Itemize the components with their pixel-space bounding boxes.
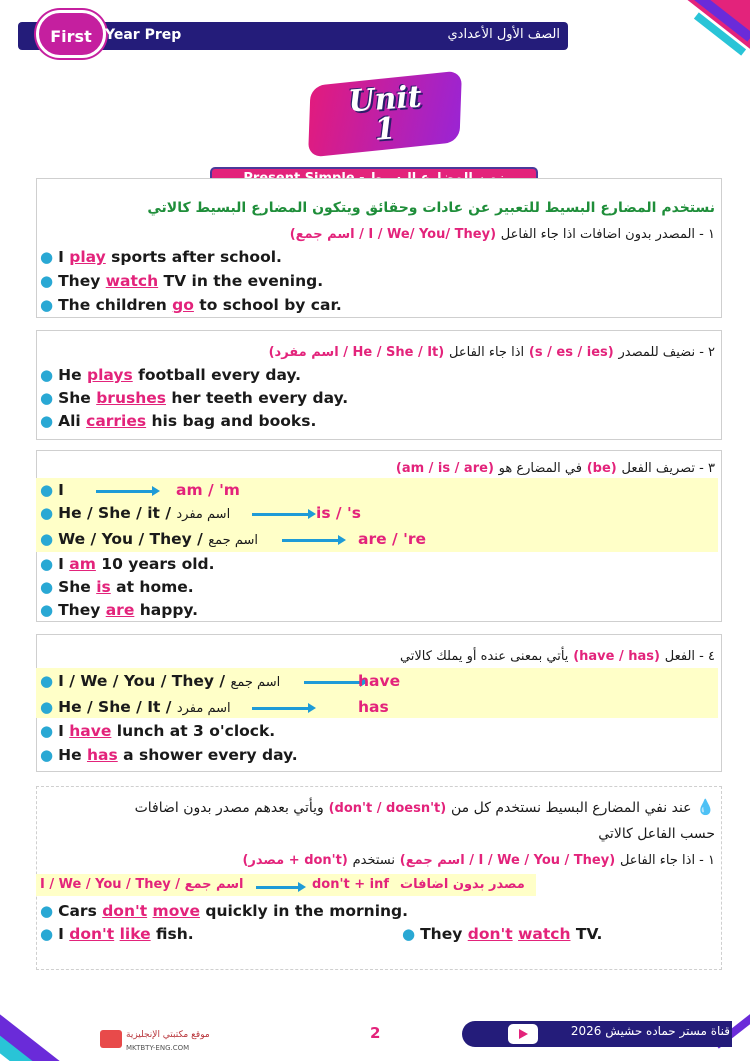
arrow-icon <box>252 513 312 516</box>
drop-icon: 💧 <box>696 798 715 816</box>
be-row-i: ● I <box>40 481 64 499</box>
list-item: ● She is at home. <box>40 578 194 596</box>
bullet-icon: ● <box>40 902 54 920</box>
section3-rule: ٣ - تصريف الفعل (be) في المضارع هو (am / is / are) <box>395 461 715 476</box>
section5-rule: ١ - اذا جاء الفاعل (I / We / You / They / اسم جمع) نستخدم (don't + مصدر) <box>242 853 715 868</box>
bullet-icon: ● <box>40 578 54 596</box>
bullet-icon: ● <box>40 698 54 716</box>
arrow-icon <box>96 490 156 493</box>
list-item: ● Cars don't move quickly in the morning. <box>40 902 409 920</box>
arrow-icon <box>282 539 342 542</box>
list-item: ● Ali carries his bag and books. <box>40 412 317 430</box>
channel-name: قناة مستر حماده حشيش 2026 <box>570 1024 730 1038</box>
negative-rule-form: don't + inf <box>312 877 389 892</box>
be-row-singular: ● He / She / it / اسم مفرد <box>40 504 231 522</box>
be-form-am: am / 'm <box>176 481 240 499</box>
have-row-singular: ● He / She / It / اسم مفرد <box>40 698 231 716</box>
bullet-icon: ● <box>40 504 54 522</box>
list-item: ● She brushes her teeth every day. <box>40 389 349 407</box>
be-form-is: is / 's <box>316 504 361 522</box>
bullet-icon: ● <box>40 555 54 573</box>
list-item: ● I don't like fish. <box>40 925 194 943</box>
site-name: موقع مكتبتي الإنجليزية <box>126 1030 210 1040</box>
section5-intro-cont: حسب الفاعل كالاتي <box>598 826 715 842</box>
header-year: Year Prep <box>105 27 182 43</box>
section4-rule: ٤ - الفعل (have / has) يأتي بمعنى عنده أو يملك كالاتي <box>399 649 715 664</box>
list-item: ● The children go to school by car. <box>40 296 342 314</box>
list-item: ● I have lunch at 3 o'clock. <box>40 722 276 740</box>
bullet-icon: ● <box>40 272 54 290</box>
bullet-icon: ● <box>40 722 54 740</box>
bullet-icon: ● <box>40 925 54 943</box>
play-icon <box>519 1029 528 1039</box>
bullet-icon: ● <box>40 412 54 430</box>
has-form: has <box>358 698 389 716</box>
be-form-are: are / 're <box>358 530 426 548</box>
unit-title: Unit <box>347 79 423 120</box>
list-item: ● They are happy. <box>40 601 198 619</box>
arrow-icon <box>252 707 312 710</box>
bullet-icon: ● <box>40 389 54 407</box>
negative-rule-subjects: I / We / You / They / اسم جمع <box>40 877 244 892</box>
arrow-icon <box>256 886 302 889</box>
section2-rule: ٢ - نضيف للمصدر (s / es / ies) اذا جاء الفاعل (He / She / It / اسم مفرد) <box>268 345 715 360</box>
list-item: ● He has a shower every day. <box>40 746 298 764</box>
list-item: ● They watch TV in the evening. <box>40 272 324 290</box>
arrow-icon <box>304 681 364 684</box>
bullet-icon: ● <box>40 746 54 764</box>
section5-intro: 💧 عند نفي المضارع البسيط نستخدم كل من (don't / doesn't) ويأتي بعدهم مصدر بدون اضافات <box>134 798 715 816</box>
unit-number: 1 <box>373 111 397 148</box>
site-url: MKTBTY-ENG.COM <box>126 1044 190 1052</box>
bullet-icon: ● <box>40 366 54 384</box>
list-item: ● I play sports after school. <box>40 248 282 266</box>
section1-rule-text: ١ - المصدر بدون اضافات اذا جاء الفاعل <box>500 227 715 242</box>
section1-rule-subjects: (I / We/ You/ They / اسم جمع) <box>289 227 497 242</box>
section1-intro: نستخدم المضارع البسيط للتعبير عن عادات وحقائق ويتكون المضارع البسيط كالاتي <box>147 200 715 216</box>
bullet-icon: ● <box>40 481 54 499</box>
unit-badge <box>300 70 470 160</box>
header-arabic-title: الصف الأول الأعدادي <box>447 27 560 42</box>
bullet-icon: ● <box>402 925 416 943</box>
bullet-icon: ● <box>40 296 54 314</box>
bullet-icon: ● <box>40 672 54 690</box>
negative-rule-arabic: مصدر بدون اضافات <box>400 877 525 892</box>
list-item: ● I am 10 years old. <box>40 555 215 573</box>
bullet-icon: ● <box>40 248 54 266</box>
grade-badge: First <box>36 10 106 58</box>
have-row-plural: ● I / We / You / They / اسم جمع <box>40 672 281 690</box>
section1-rule <box>60 224 715 242</box>
be-row-plural: ● We / You / They / اسم جمع <box>40 530 258 548</box>
list-item: ● He plays football every day. <box>40 366 302 384</box>
page-number: 2 <box>370 1024 381 1042</box>
list-item: ● They don't watch TV. <box>402 925 603 943</box>
bullet-icon: ● <box>40 601 54 619</box>
bullet-icon: ● <box>40 530 54 548</box>
have-form: have <box>358 672 401 690</box>
book-logo-icon <box>100 1030 122 1048</box>
